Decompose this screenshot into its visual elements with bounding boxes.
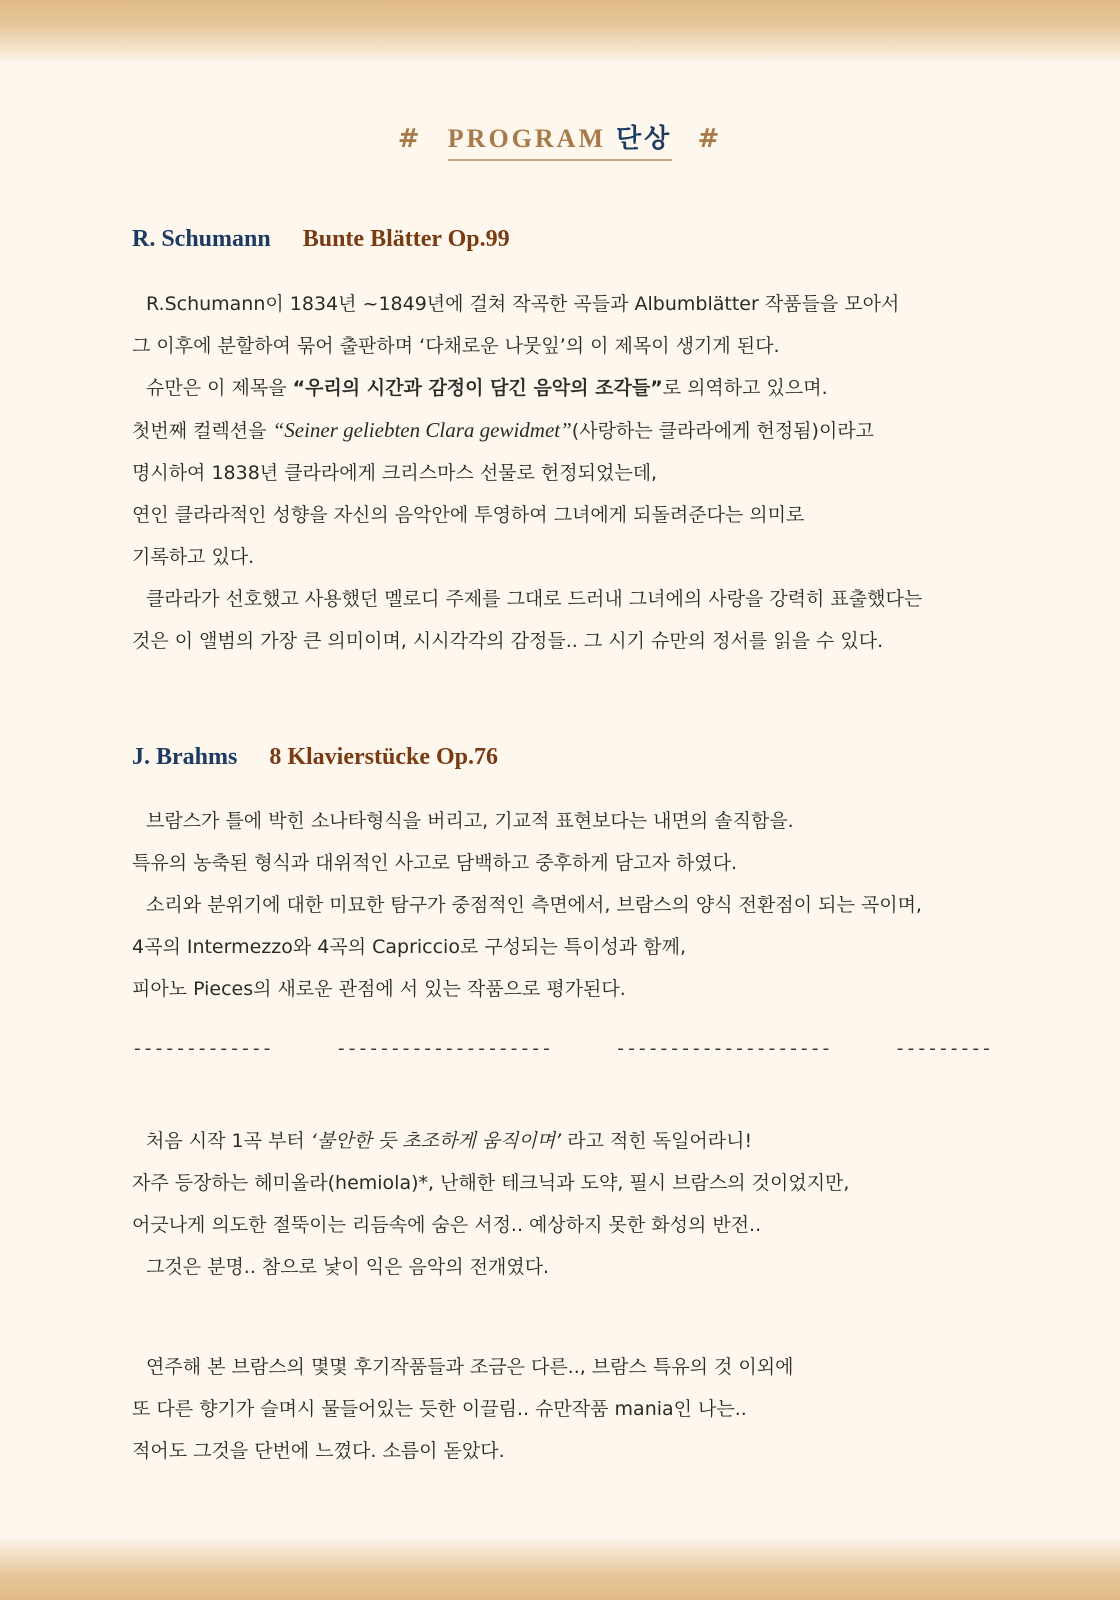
closing-paragraph (132, 1346, 1012, 1472)
title-underline (448, 118, 672, 161)
hash-left: # (397, 124, 423, 154)
text-line: 첫번째 컬렉션을 “Seiner geliebten Clara gewidmet”(사랑하는 클라라에게 헌정됨)이라고 (132, 418, 875, 442)
text-line: 기록하고 있다. (132, 546, 255, 568)
text-line: 또 다른 향기가 슬며시 물들어있는 듯한 이끌림.. 슈만작품 mania인 나는.. (132, 1398, 747, 1420)
hash-right: # (697, 124, 723, 154)
section-heading-brahms (132, 744, 498, 771)
text-line: 4곡의 Intermezzo와 4곡의 Capriccio로 구성되는 특이성과 함께, (132, 936, 687, 958)
dash-segment: --------- (894, 1040, 992, 1060)
schumann-description (132, 283, 1012, 662)
text-line: 연주해 본 브람스의 몇몇 후기작품들과 조금은 다른.., 브람스 특유의 것 이외에 (146, 1356, 794, 1378)
korean-title: 단상 (615, 124, 673, 154)
text-line: 자주 등장하는 헤미올라(hemiola)*, 난해한 테크닉과 도약, 필시 브람스의 것이었지만, (132, 1172, 850, 1194)
top-border-band (0, 0, 1120, 64)
text-line: 적어도 그것을 단번에 느꼈다. 소름이 돋았다. (132, 1440, 505, 1462)
dashed-divider (132, 1040, 992, 1060)
reflection-paragraph (132, 1120, 1012, 1288)
text-line: 것은 이 앨범의 가장 큰 의미이며, 시시각각의 감정들.. 그 시기 슈만의 정서를 읽을 수 있다. (132, 630, 884, 652)
text-line: 피아노 Pieces의 새로운 관점에 서 있는 작품으로 평가된다. (132, 978, 626, 1000)
text-line: 슈만은 이 제목을 “우리의 시간과 감정이 담긴 음악의 조각들”로 의역하고 있으며. (146, 377, 828, 399)
text-line: 특유의 농축된 형식과 대위적인 사고로 담백하고 중후하게 담고자 하였다. (132, 852, 737, 874)
work-title: Bunte Blätter Op.99 (302, 226, 510, 252)
text-line: 처음 시작 1곡 부터 ‘불안한 듯 초조하게 움직이며’ 라고 적힌 독일어라니! (146, 1130, 753, 1152)
dash-segment: -------------------- (615, 1040, 832, 1060)
text-line: 소리와 분위기에 대한 미묘한 탐구가 중점적인 측면에서, 브람스의 양식 전환점이 되는 곡이며, (146, 894, 922, 916)
text-line: 연인 클라라적인 성향을 자신의 음악안에 투영하여 그녀에게 되돌려준다는 의미로 (132, 504, 805, 526)
page-title (0, 118, 1120, 161)
text-line: 명시하여 1838년 클라라에게 크리스마스 선물로 헌정되었는데, (132, 462, 658, 484)
text-line: 그 이후에 분할하여 묶어 출판하며 ‘다채로운 나뭇잎’의 이 제목이 생기게 된다. (132, 335, 780, 357)
german-dedication: “Seiner geliebten Clara gewidmet” (272, 418, 572, 442)
section-heading-schumann (132, 226, 510, 253)
text-line: 클라라가 선호했고 사용했던 멜로디 주제를 그대로 드러내 그녀에의 사랑을 강력히 표출했다는 (146, 588, 923, 610)
program-label: PROGRAM (447, 124, 606, 153)
brahms-description (132, 800, 1012, 1010)
text-line: 어긋나게 의도한 절뚝이는 리듬속에 숨은 서정.. 예상하지 못한 화성의 반전.. (132, 1214, 762, 1236)
work-title: 8 Klavierstücke Op.76 (269, 744, 498, 770)
bottom-border-band (0, 1536, 1120, 1600)
composer-name: R. Schumann (132, 226, 271, 252)
composer-name: J. Brahms (132, 744, 238, 770)
text-line: R.Schumann이 1834년 ~1849년에 걸쳐 작곡한 곡들과 Albumblätter 작품들을 모아서 (146, 293, 900, 315)
text-line: 브람스가 틀에 박힌 소나타형식을 버리고, 기교적 표현보다는 내면의 솔직함을. (146, 810, 794, 832)
dash-segment: -------------------- (335, 1040, 552, 1060)
text-line: 그것은 분명.. 참으로 낯이 익은 음악의 전개였다. (146, 1256, 550, 1278)
tempo-marking: ‘불안한 듯 초조하게 움직이며’ (310, 1130, 562, 1152)
dash-segment: ------------- (132, 1040, 273, 1060)
emphasis-text: “우리의 시간과 감정이 담긴 음악의 조각들” (292, 377, 663, 399)
